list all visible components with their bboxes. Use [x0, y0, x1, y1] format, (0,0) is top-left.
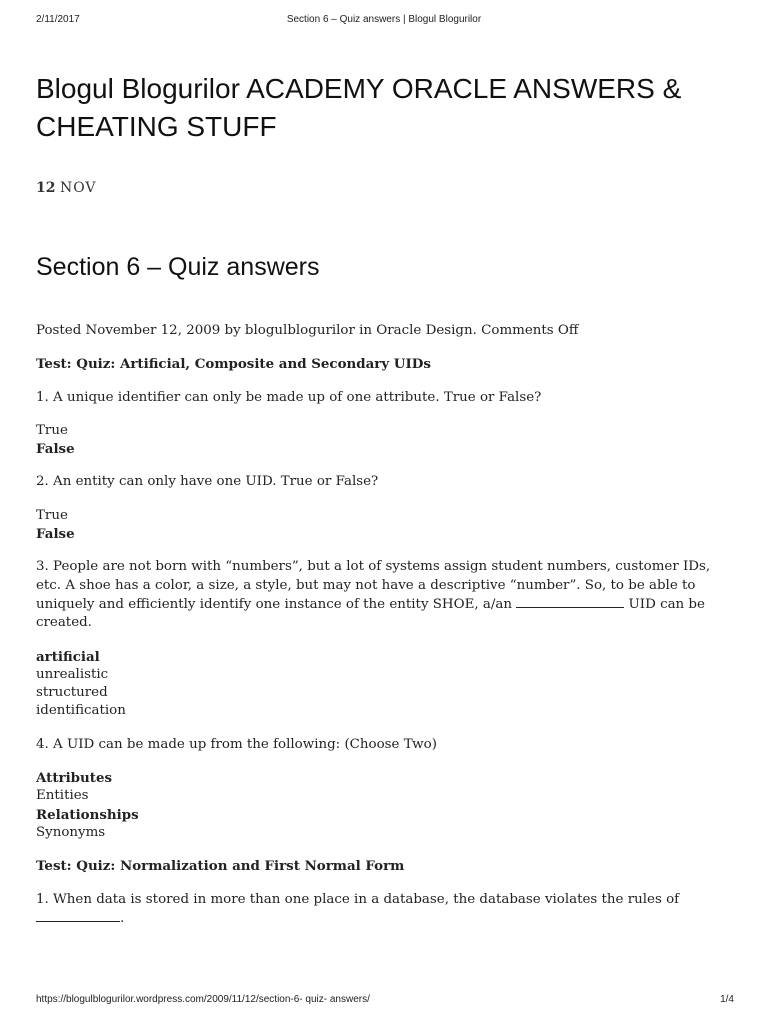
answer-option: identification — [36, 703, 126, 719]
print-page-title: Section 6 – Quiz answers | Blogul Blogurilor — [286, 14, 482, 25]
answer-options — [36, 648, 726, 721]
quiz-heading: Test: Quiz: Artificial, Composite and Secondary UIDs — [36, 356, 431, 373]
answer-option: Synonyms — [36, 824, 106, 840]
correct-answer: Relationships — [36, 806, 139, 823]
answer-option: True — [36, 507, 68, 523]
answer-options — [36, 507, 726, 544]
fill-in-blank — [516, 595, 624, 608]
page-url[interactable]: https://blogulblogurilor.wordpress.com/2009/11/12/section-6- quiz- answers/ — [36, 994, 370, 1005]
fill-in-blank — [36, 909, 120, 922]
answer-option: unrealistic — [36, 666, 109, 682]
correct-answer: artificial — [36, 648, 100, 665]
question-3-text-end: UID can be created. — [36, 596, 705, 631]
date-month: NOV — [59, 180, 97, 196]
question-3 — [36, 558, 726, 632]
pdf-header — [0, 14, 768, 30]
answer-options — [36, 769, 726, 842]
correct-answer: Attributes — [36, 770, 113, 787]
answer-option: structured — [36, 685, 108, 701]
answer-option: True — [36, 422, 68, 438]
question-2: 2. An entity can only have one UID. True or False? — [36, 474, 379, 490]
question-4: 4. A UID can be made up from the following: (Choose Two) — [36, 736, 437, 752]
page-number: 1/4 — [720, 994, 734, 1005]
correct-answer: False — [36, 526, 75, 543]
print-date: 2/11/2017 — [36, 14, 80, 25]
quiz-heading: Test: Quiz: Normalization and First Normal Form — [36, 858, 405, 875]
post-title[interactable]: Section 6 – Quiz answers — [36, 253, 320, 281]
date-day: 12 — [36, 180, 56, 196]
pdf-footer — [0, 994, 768, 1010]
question-5-text: 1. When data is stored in more than one place in a database, the database violates the rules of — [36, 891, 680, 907]
correct-answer: False — [36, 441, 75, 458]
question-5-text-end: . — [120, 910, 125, 926]
question-3-text: 3. People are not born with “numbers”, but a lot of systems assign student numbers, customer IDs, etc. A shoe has a color, a size, a style, but may not have a descriptive “number”. So, to be able to uniquely and efficiently identify one instance of the entity SHOE, a/an — [36, 559, 711, 612]
post-content — [36, 322, 726, 943]
answer-options — [36, 422, 726, 459]
question-5 — [36, 891, 726, 929]
date-stamp — [36, 180, 97, 196]
post-meta: Posted November 12, 2009 by blogulblogurilor in Oracle Design. Comments Off — [36, 323, 579, 338]
question-1: 1. A unique identifier can only be made up of one attribute. True or False? — [36, 389, 542, 405]
answer-option: Entities — [36, 788, 89, 804]
site-title[interactable]: Blogul Blogurilor ACADEMY ORACLE ANSWERS & CHEATING STUFF — [36, 73, 682, 142]
